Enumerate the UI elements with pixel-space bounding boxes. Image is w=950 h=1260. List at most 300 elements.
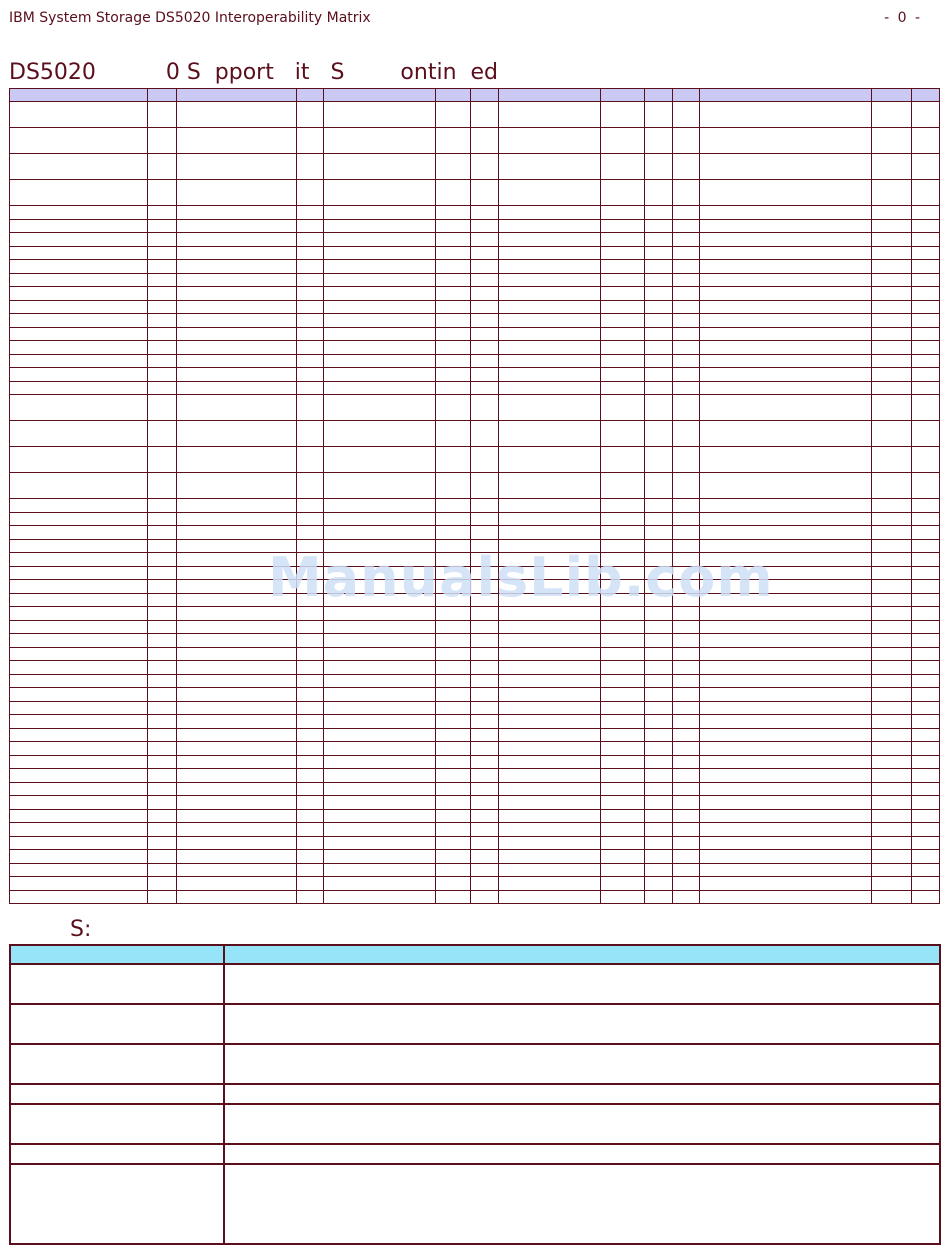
matrix-cell	[912, 128, 940, 154]
matrix-cell	[872, 593, 912, 607]
matrix-cell	[601, 154, 645, 180]
matrix-cell	[912, 647, 940, 661]
matrix-cell	[872, 154, 912, 180]
matrix-cell	[912, 314, 940, 328]
matrix-cell	[601, 354, 645, 368]
matrix-cell	[912, 890, 940, 904]
matrix-cell	[673, 421, 700, 447]
matrix-cell	[148, 273, 177, 287]
matrix-cell	[912, 395, 940, 421]
matrix-cell	[872, 260, 912, 274]
matrix-cell	[601, 273, 645, 287]
matrix-cell	[872, 674, 912, 688]
matrix-cell	[177, 341, 297, 355]
matrix-cell	[324, 219, 436, 233]
matrix-cell	[10, 688, 148, 702]
matrix-cell	[912, 447, 940, 473]
matrix-cell	[673, 850, 700, 864]
matrix-cell	[499, 300, 601, 314]
matrix-cell	[499, 128, 601, 154]
matrix-cell	[912, 877, 940, 891]
matrix-cell	[10, 607, 148, 621]
matrix-cell	[436, 715, 471, 729]
matrix-cell	[912, 246, 940, 260]
matrix-cell	[297, 421, 324, 447]
matrix-cell	[297, 728, 324, 742]
matrix-cell	[912, 219, 940, 233]
matrix-cell	[324, 246, 436, 260]
matrix-cell	[499, 421, 601, 447]
matrix-cell	[324, 499, 436, 513]
matrix-cell	[601, 863, 645, 877]
matrix-cell	[10, 381, 148, 395]
matrix-row	[10, 890, 940, 904]
matrix-cell	[673, 499, 700, 513]
matrix-cell	[645, 809, 673, 823]
matrix-cell	[673, 512, 700, 526]
matrix-cell	[10, 206, 148, 220]
page-number: - 0 -	[884, 10, 922, 26]
matrix-cell	[700, 102, 872, 128]
matrix-cell	[645, 850, 673, 864]
matrix-cell	[148, 715, 177, 729]
matrix-cell	[436, 273, 471, 287]
matrix-cell	[148, 688, 177, 702]
matrix-cell	[912, 180, 940, 206]
document-header-title: IBM System Storage DS5020 Interoperability Matrix	[9, 10, 371, 26]
matrix-cell	[436, 473, 471, 499]
matrix-cell	[436, 634, 471, 648]
matrix-cell	[10, 715, 148, 729]
matrix-cell	[645, 368, 673, 382]
matrix-row	[10, 836, 940, 850]
matrix-cell	[700, 473, 872, 499]
matrix-cell	[645, 877, 673, 891]
matrix-cell	[10, 593, 148, 607]
matrix-cell	[297, 260, 324, 274]
matrix-cell	[10, 742, 148, 756]
matrix-cell	[872, 206, 912, 220]
matrix-header-cell	[673, 89, 700, 102]
matrix-row	[10, 395, 940, 421]
matrix-cell	[700, 421, 872, 447]
matrix-header-cell	[872, 89, 912, 102]
matrix-cell	[148, 233, 177, 247]
matrix-cell	[673, 715, 700, 729]
matrix-cell	[700, 701, 872, 715]
matrix-cell	[148, 863, 177, 877]
matrix-row	[10, 206, 940, 220]
matrix-cell	[912, 620, 940, 634]
matrix-cell	[700, 512, 872, 526]
matrix-cell	[499, 102, 601, 128]
matrix-cell	[324, 368, 436, 382]
matrix-cell	[177, 877, 297, 891]
legend-row	[10, 1084, 940, 1104]
matrix-cell	[297, 314, 324, 328]
matrix-cell	[471, 728, 499, 742]
matrix-cell	[499, 755, 601, 769]
matrix-cell	[177, 233, 297, 247]
matrix-cell	[10, 287, 148, 301]
matrix-cell	[912, 593, 940, 607]
matrix-cell	[912, 566, 940, 580]
matrix-cell	[645, 447, 673, 473]
matrix-cell	[324, 447, 436, 473]
matrix-cell	[177, 661, 297, 675]
matrix-cell	[700, 327, 872, 341]
matrix-cell	[700, 620, 872, 634]
matrix-cell	[872, 728, 912, 742]
matrix-cell	[10, 850, 148, 864]
matrix-cell	[10, 354, 148, 368]
matrix-cell	[645, 327, 673, 341]
matrix-cell	[645, 782, 673, 796]
matrix-cell	[324, 809, 436, 823]
matrix-cell	[645, 260, 673, 274]
matrix-cell	[673, 219, 700, 233]
matrix-cell	[645, 381, 673, 395]
matrix-cell	[471, 850, 499, 864]
matrix-cell	[673, 877, 700, 891]
matrix-cell	[436, 850, 471, 864]
matrix-cell	[471, 688, 499, 702]
matrix-cell	[297, 877, 324, 891]
matrix-cell	[297, 368, 324, 382]
legend-cell	[10, 1044, 224, 1084]
matrix-cell	[912, 836, 940, 850]
matrix-cell	[499, 341, 601, 355]
matrix-cell	[499, 661, 601, 675]
matrix-row	[10, 300, 940, 314]
matrix-cell	[601, 620, 645, 634]
matrix-cell	[324, 850, 436, 864]
matrix-cell	[499, 850, 601, 864]
matrix-cell	[499, 206, 601, 220]
matrix-cell	[436, 128, 471, 154]
matrix-cell	[645, 354, 673, 368]
matrix-cell	[601, 368, 645, 382]
matrix-cell	[297, 647, 324, 661]
matrix-cell	[436, 300, 471, 314]
matrix-cell	[471, 128, 499, 154]
matrix-cell	[499, 512, 601, 526]
matrix-cell	[601, 796, 645, 810]
matrix-cell	[872, 539, 912, 553]
matrix-row	[10, 154, 940, 180]
matrix-cell	[148, 769, 177, 783]
matrix-cell	[912, 154, 940, 180]
matrix-cell	[673, 823, 700, 837]
matrix-cell	[471, 233, 499, 247]
matrix-cell	[324, 128, 436, 154]
matrix-header-cell	[499, 89, 601, 102]
matrix-header-cell	[601, 89, 645, 102]
matrix-cell	[645, 273, 673, 287]
matrix-cell	[700, 755, 872, 769]
matrix-cell	[148, 742, 177, 756]
matrix-cell	[601, 769, 645, 783]
matrix-cell	[912, 341, 940, 355]
matrix-row	[10, 526, 940, 540]
matrix-cell	[471, 473, 499, 499]
matrix-cell	[324, 715, 436, 729]
matrix-cell	[912, 742, 940, 756]
matrix-cell	[499, 782, 601, 796]
matrix-cell	[436, 381, 471, 395]
matrix-cell	[673, 447, 700, 473]
matrix-cell	[324, 287, 436, 301]
matrix-cell	[872, 128, 912, 154]
matrix-cell	[10, 796, 148, 810]
matrix-cell	[700, 742, 872, 756]
matrix-cell	[10, 512, 148, 526]
matrix-cell	[297, 742, 324, 756]
matrix-cell	[177, 755, 297, 769]
matrix-cell	[148, 219, 177, 233]
matrix-cell	[471, 782, 499, 796]
matrix-cell	[148, 287, 177, 301]
matrix-row	[10, 877, 940, 891]
matrix-cell	[601, 395, 645, 421]
matrix-cell	[912, 368, 940, 382]
matrix-cell	[10, 580, 148, 594]
matrix-cell	[700, 287, 872, 301]
matrix-cell	[700, 863, 872, 877]
matrix-cell	[673, 769, 700, 783]
matrix-cell	[872, 219, 912, 233]
legend-cell	[224, 1084, 940, 1104]
matrix-cell	[645, 620, 673, 634]
matrix-cell	[601, 341, 645, 355]
matrix-cell	[700, 395, 872, 421]
matrix-cell	[324, 327, 436, 341]
matrix-cell	[324, 381, 436, 395]
matrix-cell	[700, 526, 872, 540]
matrix-cell	[872, 512, 912, 526]
matrix-cell	[872, 701, 912, 715]
matrix-cell	[436, 526, 471, 540]
matrix-cell	[436, 206, 471, 220]
matrix-cell	[148, 728, 177, 742]
matrix-cell	[912, 715, 940, 729]
matrix-cell	[177, 715, 297, 729]
legend-cell	[10, 1104, 224, 1144]
matrix-cell	[499, 260, 601, 274]
matrix-cell	[645, 180, 673, 206]
matrix-cell	[872, 421, 912, 447]
matrix-cell	[499, 368, 601, 382]
matrix-cell	[499, 647, 601, 661]
matrix-cell	[912, 233, 940, 247]
legend-cell	[10, 1004, 224, 1044]
matrix-cell	[324, 512, 436, 526]
legend-cell	[224, 1044, 940, 1084]
matrix-cell	[148, 836, 177, 850]
matrix-cell	[10, 863, 148, 877]
matrix-cell	[324, 526, 436, 540]
matrix-cell	[499, 823, 601, 837]
matrix-cell	[148, 381, 177, 395]
matrix-cell	[148, 314, 177, 328]
matrix-cell	[177, 327, 297, 341]
matrix-cell	[148, 128, 177, 154]
matrix-cell	[297, 809, 324, 823]
matrix-cell	[601, 755, 645, 769]
legend-cell	[224, 1144, 940, 1164]
matrix-cell	[148, 395, 177, 421]
matrix-cell	[673, 128, 700, 154]
matrix-cell	[872, 473, 912, 499]
matrix-cell	[872, 647, 912, 661]
matrix-cell	[601, 260, 645, 274]
matrix-cell	[872, 661, 912, 675]
matrix-cell	[499, 890, 601, 904]
matrix-cell	[601, 661, 645, 675]
matrix-cell	[436, 246, 471, 260]
matrix-cell	[297, 715, 324, 729]
matrix-cell	[471, 260, 499, 274]
matrix-cell	[10, 473, 148, 499]
matrix-cell	[148, 782, 177, 796]
matrix-cell	[436, 287, 471, 301]
matrix-cell	[177, 219, 297, 233]
matrix-cell	[436, 327, 471, 341]
matrix-cell	[148, 246, 177, 260]
matrix-cell	[700, 300, 872, 314]
matrix-cell	[645, 499, 673, 513]
matrix-cell	[297, 447, 324, 473]
matrix-cell	[912, 381, 940, 395]
matrix-cell	[471, 877, 499, 891]
matrix-header-cell	[297, 89, 324, 102]
matrix-row	[10, 260, 940, 274]
matrix-cell	[601, 421, 645, 447]
matrix-cell	[436, 661, 471, 675]
matrix-cell	[645, 715, 673, 729]
matrix-cell	[912, 809, 940, 823]
legend-row	[10, 1044, 940, 1084]
matrix-cell	[297, 782, 324, 796]
matrix-cell	[436, 647, 471, 661]
matrix-cell	[700, 836, 872, 850]
matrix-cell	[436, 421, 471, 447]
legend-row	[10, 1144, 940, 1164]
matrix-row	[10, 647, 940, 661]
matrix-cell	[601, 634, 645, 648]
matrix-cell	[499, 287, 601, 301]
matrix-cell	[297, 620, 324, 634]
matrix-cell	[148, 823, 177, 837]
matrix-cell	[645, 755, 673, 769]
matrix-cell	[673, 102, 700, 128]
matrix-cell	[673, 287, 700, 301]
matrix-cell	[499, 877, 601, 891]
matrix-row	[10, 755, 940, 769]
matrix-cell	[471, 327, 499, 341]
matrix-row	[10, 287, 940, 301]
matrix-cell	[177, 287, 297, 301]
matrix-header-cell	[700, 89, 872, 102]
interoperability-matrix-table	[9, 88, 940, 904]
matrix-row	[10, 314, 940, 328]
matrix-cell	[645, 796, 673, 810]
matrix-cell	[872, 755, 912, 769]
matrix-cell	[148, 661, 177, 675]
matrix-cell	[297, 661, 324, 675]
matrix-cell	[324, 674, 436, 688]
matrix-cell	[700, 206, 872, 220]
matrix-cell	[10, 395, 148, 421]
matrix-cell	[499, 327, 601, 341]
matrix-row	[10, 233, 940, 247]
matrix-cell	[912, 728, 940, 742]
matrix-cell	[148, 526, 177, 540]
matrix-cell	[436, 368, 471, 382]
matrix-cell	[471, 154, 499, 180]
matrix-cell	[297, 102, 324, 128]
legend-row	[10, 1104, 940, 1144]
matrix-cell	[700, 823, 872, 837]
legend-table	[9, 944, 941, 1245]
matrix-cell	[10, 620, 148, 634]
matrix-cell	[872, 742, 912, 756]
matrix-cell	[645, 863, 673, 877]
matrix-cell	[673, 836, 700, 850]
matrix-cell	[324, 701, 436, 715]
matrix-row	[10, 809, 940, 823]
matrix-cell	[912, 634, 940, 648]
matrix-cell	[673, 473, 700, 499]
matrix-cell	[601, 890, 645, 904]
matrix-cell	[10, 674, 148, 688]
matrix-cell	[499, 836, 601, 850]
matrix-cell	[700, 273, 872, 287]
matrix-row	[10, 246, 940, 260]
matrix-cell	[673, 796, 700, 810]
matrix-cell	[177, 154, 297, 180]
matrix-cell	[177, 863, 297, 877]
matrix-cell	[673, 634, 700, 648]
matrix-cell	[872, 327, 912, 341]
matrix-row	[10, 823, 940, 837]
matrix-cell	[601, 128, 645, 154]
matrix-cell	[436, 260, 471, 274]
matrix-cell	[10, 260, 148, 274]
matrix-cell	[499, 499, 601, 513]
matrix-cell	[645, 395, 673, 421]
matrix-cell	[177, 836, 297, 850]
matrix-cell	[499, 180, 601, 206]
matrix-cell	[177, 850, 297, 864]
matrix-cell	[872, 287, 912, 301]
matrix-cell	[645, 512, 673, 526]
matrix-cell	[912, 823, 940, 837]
matrix-cell	[10, 368, 148, 382]
matrix-cell	[436, 688, 471, 702]
matrix-cell	[471, 499, 499, 513]
matrix-cell	[499, 742, 601, 756]
matrix-cell	[499, 688, 601, 702]
matrix-cell	[645, 314, 673, 328]
matrix-cell	[297, 246, 324, 260]
legend-header-row	[10, 945, 940, 964]
matrix-cell	[872, 395, 912, 421]
matrix-header-cell	[10, 89, 148, 102]
matrix-cell	[10, 421, 148, 447]
matrix-row	[10, 341, 940, 355]
legend-header-cell	[10, 945, 224, 964]
